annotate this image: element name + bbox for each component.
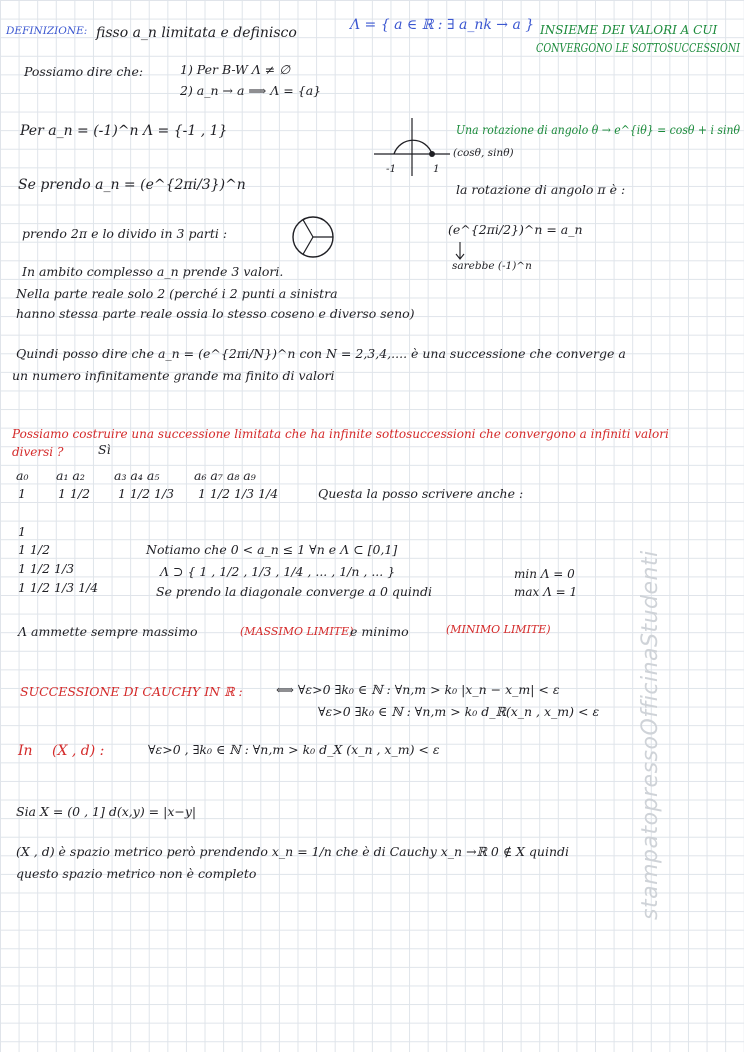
complex-line-3: hanno stessa parte reale ossia lo stesso coseno e diverso seno) [16, 306, 415, 321]
divide-text: prendo 2π e lo divido in 3 parti : [22, 226, 228, 241]
example-2-text: Se prendo a_n = (e^{2πi/3})^n [18, 177, 246, 193]
note-line-1: INSIEME DEI VALORI A CUI [540, 23, 718, 37]
rotation-formula: (e^{2πi/2})^n = a_n [448, 222, 583, 237]
seq-index-1: a₁ a₂ [56, 468, 85, 483]
limits-and: e minimo [350, 624, 409, 639]
rotation-note: Una rotazione di angolo θ → e^{iθ} = cosθ + i sinθ [456, 123, 741, 137]
unit-circle-diagram [370, 112, 460, 182]
seq-index-0: a₀ [16, 468, 29, 483]
max-limit-label: (MASSIMO LIMITE) [240, 625, 354, 638]
write-also: Questa la posso scrivere anche : [318, 486, 524, 501]
diagonal-text: Se prendo la diagonale converge a 0 quindi [156, 584, 432, 599]
question-line-1: Possiamo costruire una successione limitata che ha infinite sottosuccessioni che convergono a infiniti valori [12, 427, 669, 441]
question-line-2: diversi ? [12, 445, 64, 459]
tick-pos-one: 1 [433, 163, 440, 175]
note-line-2: CONVERGONO LE SOTTOSUCCESSIONI [536, 41, 741, 55]
in-label: In [18, 743, 33, 759]
cauchy-line-1: ⟺ ∀ε>0 ∃k₀ ∈ ℕ : ∀n,m > k₀ |x_n − x_m| < ε [276, 682, 560, 697]
triangle-row-4: 1 1/2 1/3 1/4 [18, 580, 99, 595]
circle-divided-three [290, 214, 336, 260]
property-1: 1) Per B-W Λ ≠ ∅ [180, 62, 291, 77]
example-3-paragraph-1: (X , d) è spazio metrico però prendendo x_n = 1/n che è di Cauchy x_n →ℝ 0 ∉ X quindi [16, 844, 570, 859]
conclusion-line-1: Quindi posso dire che a_n = (e^{2πi/N})^n con N = 2,3,4,.... è una successione che converge a [16, 346, 626, 361]
seq-index-2: a₃ a₄ a₅ [114, 468, 160, 483]
example-1-text: Per a_n = (-1)^n Λ = {-1 , 1} [20, 123, 228, 139]
question-answer: Sì [98, 442, 111, 457]
cauchy-title: SUCCESSIONE DI CAUCHY IN ℝ : [20, 684, 243, 699]
rotation-pi: la rotazione di angolo π è : [456, 182, 626, 197]
point-marker [429, 151, 435, 157]
in-space: (X , d) : [52, 743, 105, 759]
complex-line-2: Nella parte reale solo 2 (perché i 2 punti a sinistra [16, 286, 338, 301]
arrow-note: sarebbe (-1)^n [452, 260, 532, 272]
min-limit-label: (MINIMO LIMITE) [446, 623, 551, 636]
cos-sin-label: (cosθ, sinθ) [453, 147, 514, 159]
example-3-paragraph-2: questo spazio metrico non è completo [16, 866, 257, 881]
triangle-row-2: 1 1/2 [18, 542, 51, 557]
seq-index-3: a₆ a₇ a₈ a₉ [194, 468, 256, 483]
property-2: 2) a_n → a ⟹ Λ = {a} [180, 83, 322, 98]
definition-text: fisso a_n limitata e definisco [96, 25, 297, 41]
seq-value-0: 1 [18, 486, 26, 501]
notiamo-text: Notiamo che 0 < a_n ≤ 1 ∀n e Λ ⊂ [0,1] [146, 542, 398, 557]
unit-circle-arc [394, 140, 432, 154]
limits-text: Λ ammette sempre massimo [18, 624, 198, 639]
lambda-superset: Λ ⊃ { 1 , 1/2 , 1/3 , 1/4 , ... , 1/n , ... } [160, 564, 396, 579]
down-arrow-icon [455, 242, 467, 262]
min-lambda: min Λ = 0 [514, 567, 575, 581]
in-condition: ∀ε>0 , ∃k₀ ∈ ℕ : ∀n,m > k₀ d_X (x_n , x_m) < ε [148, 742, 440, 757]
cauchy-line-2: ∀ε>0 ∃k₀ ∈ ℕ : ∀n,m > k₀ d_ℝ(x_n , x_m) < ε [318, 704, 600, 719]
example-3-line: Sia X = (0 , 1] d(x,y) = |x−y| [16, 804, 197, 819]
triangle-row-3: 1 1/2 1/3 [18, 561, 75, 576]
seq-value-1: 1 1/2 [58, 486, 91, 501]
complex-line-1: In ambito complesso a_n prende 3 valori. [22, 264, 284, 279]
seq-value-3: 1 1/2 1/3 1/4 [198, 486, 279, 501]
watermark: stampatopressoOfficinaStudenti [638, 550, 663, 920]
max-lambda: max Λ = 1 [514, 585, 578, 599]
tick-neg-one: -1 [386, 163, 397, 175]
properties-intro: Possiamo dire che: [24, 64, 144, 79]
conclusion-line-2: un numero infinitamente grande ma finito di valori [12, 368, 335, 383]
lambda-definition: Λ = { a ∈ ℝ : ∃ a_nk → a } [350, 17, 535, 33]
definition-label: DEFINIZIONE: [6, 25, 88, 37]
seq-value-2: 1 1/2 1/3 [118, 486, 175, 501]
triangle-row-1: 1 [18, 524, 26, 539]
